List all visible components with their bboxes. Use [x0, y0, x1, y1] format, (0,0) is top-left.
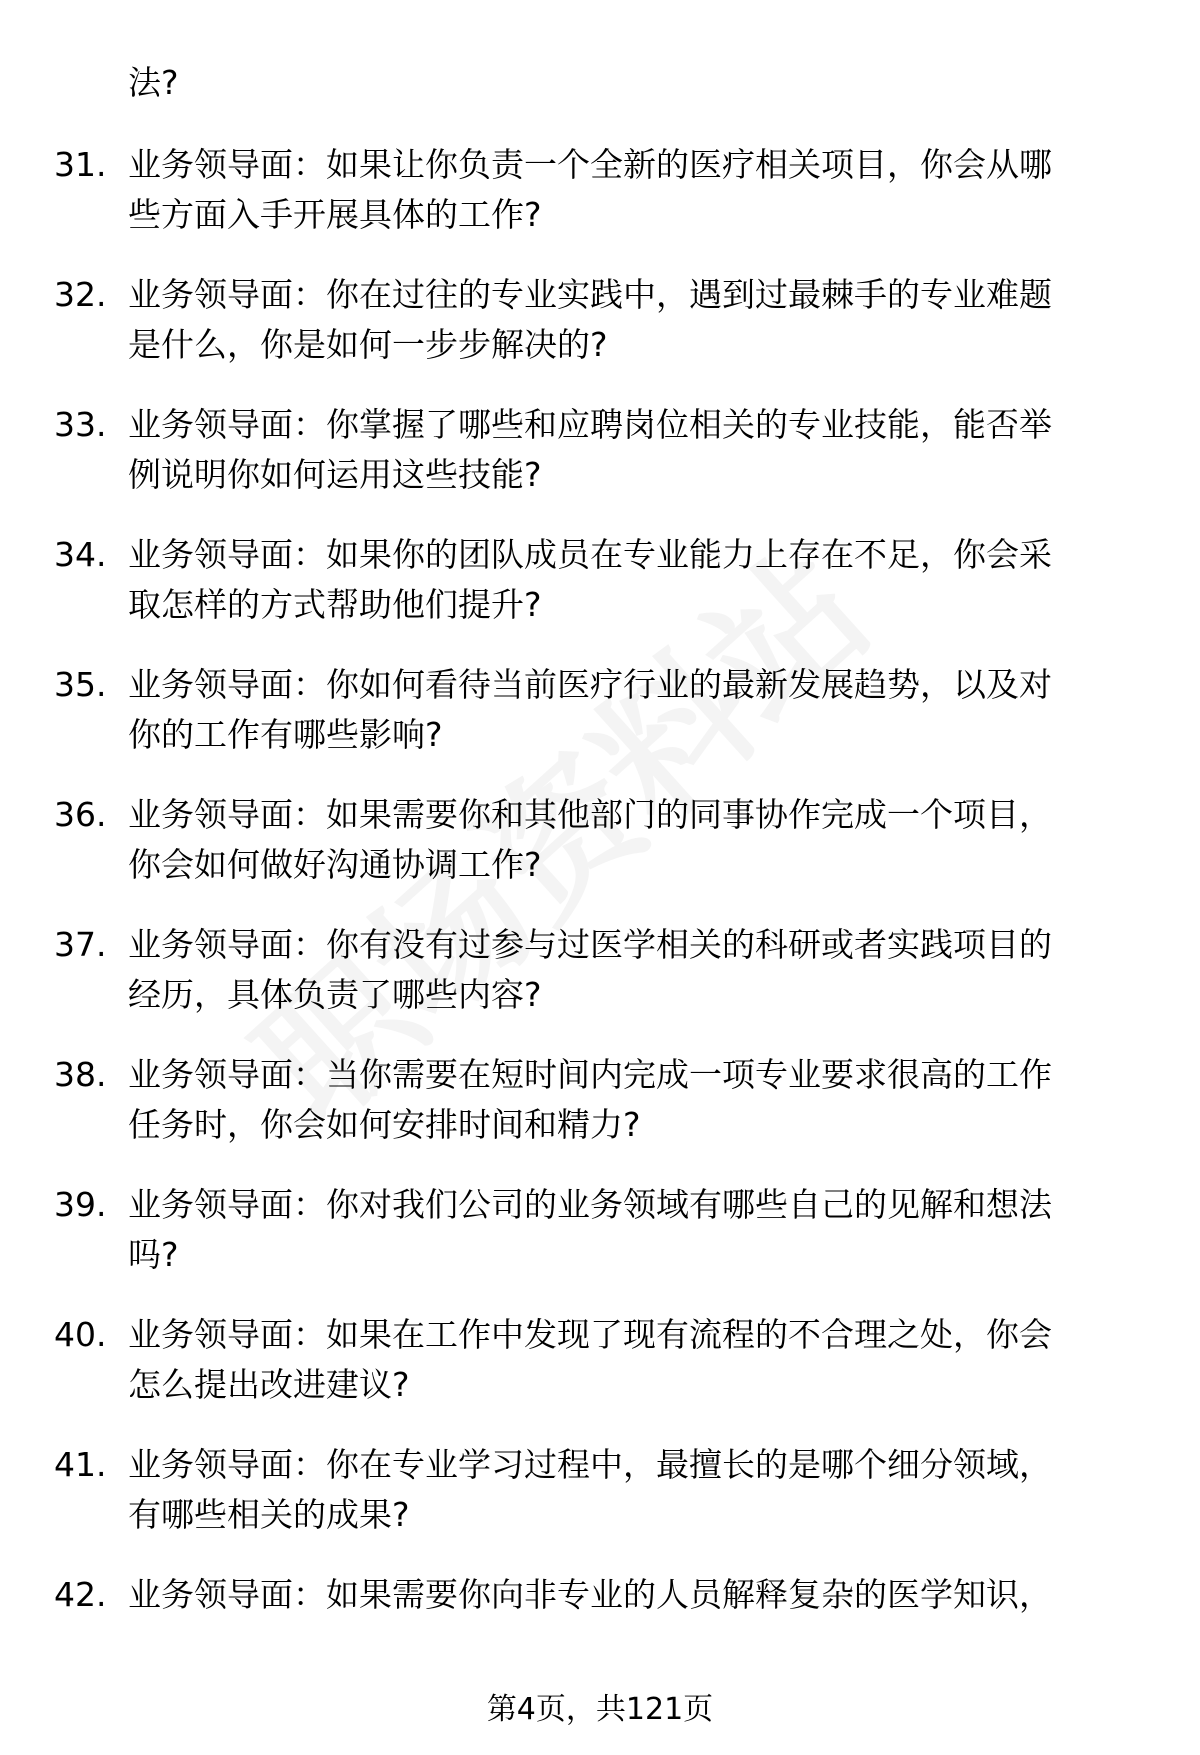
- question-text: [128, 140, 1138, 240]
- question-text: [128, 400, 1138, 500]
- question-line: 业务领导面：如果让你负责一个全新的医疗相关项目，你会从哪: [128, 145, 1052, 184]
- question-item: [0, 790, 1200, 890]
- question-number: 31.: [54, 145, 107, 184]
- question-line: 业务领导面：你掌握了哪些和应聘岗位相关的专业技能，能否举: [128, 405, 1052, 444]
- question-number: 40.: [54, 1315, 107, 1354]
- question-number: 35.: [54, 665, 107, 704]
- question-line: 业务领导面：如果需要你向非专业的人员解释复杂的医学知识，: [128, 1575, 1052, 1614]
- carryover-line: 法?: [128, 63, 179, 102]
- question-line: 是什么，你是如何一步步解决的?: [128, 325, 608, 364]
- question-text: [128, 1050, 1138, 1150]
- question-number: 39.: [54, 1185, 107, 1224]
- question-number: 32.: [54, 275, 107, 314]
- question-line: 任务时，你会如何安排时间和精力?: [128, 1105, 641, 1144]
- question-line: 取怎样的方式帮助他们提升?: [128, 585, 542, 624]
- question-line: 吗?: [128, 1235, 179, 1274]
- question-number: 42.: [54, 1575, 107, 1614]
- question-line: 业务领导面：你如何看待当前医疗行业的最新发展趋势，以及对: [128, 665, 1052, 704]
- question-line: 业务领导面：你有没有过参与过医学相关的科研或者实践项目的: [128, 925, 1052, 964]
- question-text: [128, 530, 1138, 630]
- question-line: 业务领导面：当你需要在短时间内完成一项专业要求很高的工作: [128, 1055, 1052, 1094]
- question-line: 业务领导面：你在过往的专业实践中，遇到过最棘手的专业难题: [128, 275, 1052, 314]
- question-line: 业务领导面：如果需要你和其他部门的同事协作完成一个项目，: [128, 795, 1052, 834]
- question-line: 怎么提出改进建议?: [128, 1365, 410, 1404]
- question-line: 些方面入手开展具体的工作?: [128, 195, 542, 234]
- question-item: [0, 270, 1200, 370]
- question-number: 36.: [54, 795, 107, 834]
- question-line: 例说明你如何运用这些技能?: [128, 455, 542, 494]
- question-item: [0, 920, 1200, 1020]
- question-number: 41.: [54, 1445, 107, 1484]
- question-item: [0, 1180, 1200, 1280]
- question-list: [0, 140, 1200, 1650]
- question-item: [0, 1050, 1200, 1150]
- question-text: [128, 790, 1138, 890]
- question-line: 你的工作有哪些影响?: [128, 715, 443, 754]
- question-text: [128, 1180, 1138, 1280]
- question-item: [0, 140, 1200, 240]
- page-footer: 第4页，共121页: [486, 1692, 714, 1727]
- question-line: 业务领导面：你在专业学习过程中，最擅长的是哪个细分领域，: [128, 1445, 1052, 1484]
- question-item: [0, 1310, 1200, 1410]
- question-line: 业务领导面：如果在工作中发现了现有流程的不合理之处，你会: [128, 1315, 1052, 1354]
- question-text: [128, 270, 1138, 370]
- question-text: [128, 1570, 1138, 1620]
- question-line: 有哪些相关的成果?: [128, 1495, 410, 1534]
- question-text: [128, 920, 1138, 1020]
- question-text: [128, 1310, 1138, 1410]
- question-text: [128, 660, 1138, 760]
- question-item: [0, 400, 1200, 500]
- question-line: 业务领导面：如果你的团队成员在专业能力上存在不足，你会采: [128, 535, 1052, 574]
- question-number: 33.: [54, 405, 107, 444]
- question-line: 经历，具体负责了哪些内容?: [128, 975, 542, 1014]
- question-line: 业务领导面：你对我们公司的业务领域有哪些自己的见解和想法: [128, 1185, 1052, 1224]
- question-number: 34.: [54, 535, 107, 574]
- question-number: 38.: [54, 1055, 107, 1094]
- question-number: 37.: [54, 925, 107, 964]
- question-item: [0, 660, 1200, 760]
- question-item: [0, 1570, 1200, 1620]
- question-line: 你会如何做好沟通协调工作?: [128, 845, 542, 884]
- question-text: [128, 1440, 1138, 1540]
- question-item: [0, 530, 1200, 630]
- question-item: [0, 1440, 1200, 1540]
